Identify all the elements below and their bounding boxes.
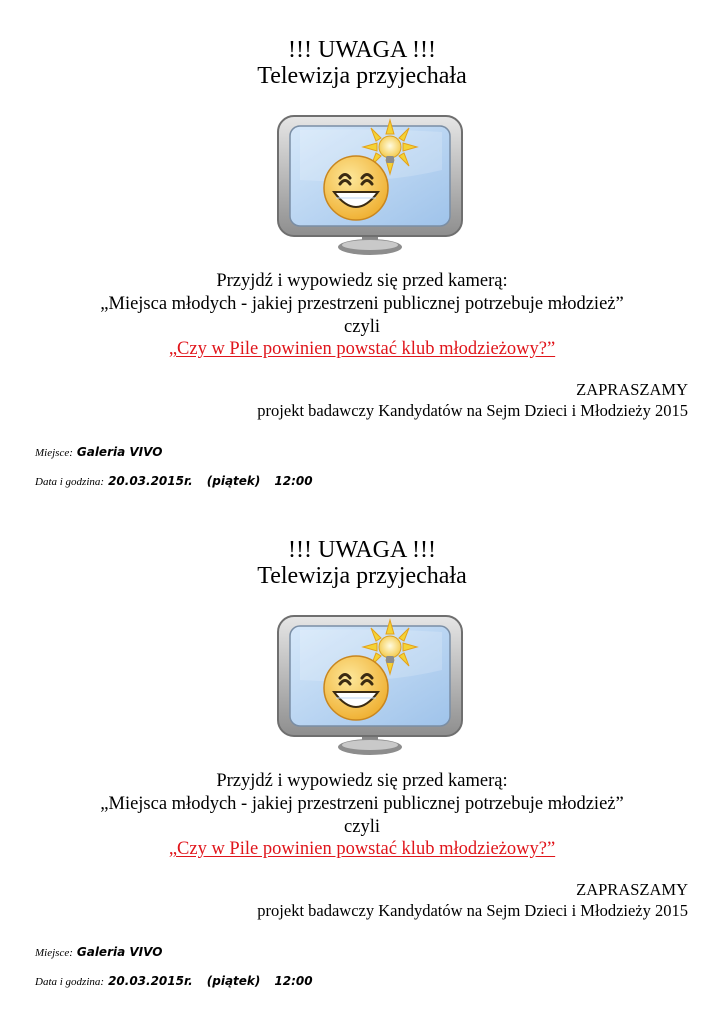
time-value: 12:00 [274,974,313,988]
day-value: (piątek) [206,974,261,988]
topic-text: „Miejsca młodych - jakiej przestrzeni publicznej potrzebuje młodzież” [100,294,624,314]
place-row [35,443,162,461]
datetime-row [35,972,313,990]
invitation-text: ZAPRASZAMY [576,880,688,899]
day-value: (piątek) [206,474,261,488]
date-value: 20.03.2015r. [108,474,193,488]
connector-text: czyli [344,817,380,837]
tv-smiley-lightbulb-icon [270,610,470,760]
datetime-row [35,472,313,490]
flyer-top [0,0,724,500]
invitation-text: ZAPRASZAMY [576,380,688,399]
place-value: Galeria VIVO [76,945,163,959]
flyer-subtitle: Telewizja przyjechała [257,63,467,89]
tv-smiley-lightbulb-icon [270,110,470,260]
connector-text: czyli [344,317,380,337]
place-label: Miejsce: [35,947,73,959]
invite-text: Przyjdź i wypowiedz się przed kamerą: [216,271,508,291]
flyer-bottom [0,500,724,1000]
flyer-title: !!! UWAGA !!! [288,537,436,563]
flyer-title: !!! UWAGA !!! [288,37,436,63]
time-value: 12:00 [274,474,313,488]
flyer-subtitle: Telewizja przyjechała [257,563,467,589]
organizer-text: projekt badawczy Kandydatów na Sejm Dzieci i Młodzieży 2015 [257,401,688,420]
date-value: 20.03.2015r. [108,974,193,988]
question-text: „Czy w Pile powinien powstać klub młodzieżowy?” [168,839,556,859]
datetime-label: Data i godzina: [35,976,105,988]
organizer-text: projekt badawczy Kandydatów na Sejm Dzieci i Młodzieży 2015 [257,901,688,920]
place-value: Galeria VIVO [76,445,163,459]
question-text: „Czy w Pile powinien powstać klub młodzieżowy?” [168,339,556,359]
datetime-label: Data i godzina: [35,476,105,488]
place-row [35,943,162,961]
invite-text: Przyjdź i wypowiedz się przed kamerą: [216,771,508,791]
topic-text: „Miejsca młodych - jakiej przestrzeni publicznej potrzebuje młodzież” [100,794,624,814]
place-label: Miejsce: [35,447,73,459]
